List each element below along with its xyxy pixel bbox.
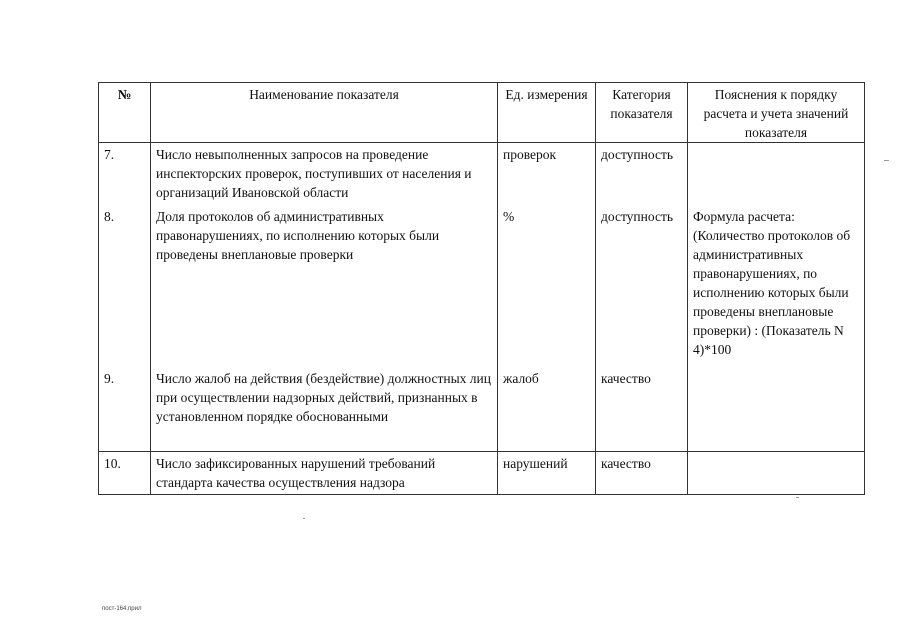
table-row: [99, 367, 865, 452]
row-num: 9.: [99, 367, 151, 452]
header-category: Категория показателя: [596, 83, 688, 143]
row-notes: Формула расчета: (Количество протоколов об административных правонарушениях, по исполнению которых были проведены внеплановые проверки) : (Показатель N 4)*100: [688, 205, 865, 367]
row-category: качество: [596, 367, 688, 452]
row-name: Число невыполненных запросов на проведение инспекторских проверок, поступивших от населения и организаций Ивановской области: [151, 143, 498, 206]
row-num: 7.: [99, 143, 151, 206]
table-header: [99, 83, 865, 143]
indicators-table: [98, 82, 865, 495]
row-num: 10.: [99, 452, 151, 495]
row-notes: [688, 452, 865, 495]
header-name: Наименование показателя: [151, 83, 498, 143]
header-unit: Ед. измерения: [498, 83, 596, 143]
scan-speck: [884, 160, 889, 161]
row-name: Число зафиксированных нарушений требований стандарта качества осуществления надзора: [151, 452, 498, 495]
row-unit: нарушений: [498, 452, 596, 495]
footer-filename: пост-164.прил: [102, 606, 142, 612]
table-row: [99, 205, 865, 367]
row-unit: жалоб: [498, 367, 596, 452]
row-name: Число жалоб на действия (бездействие) должностных лиц при осуществлении надзорных действий, признанных в установленном порядке обоснованными: [151, 367, 498, 452]
header-num: №: [99, 83, 151, 143]
row-notes: [688, 367, 865, 452]
header-notes: Пояснения к порядку расчета и учета значений показателя: [688, 83, 865, 143]
scan-speck: [303, 518, 305, 519]
table-row: [99, 452, 865, 495]
scan-speck: [796, 497, 799, 498]
row-unit: проверок: [498, 143, 596, 206]
row-num: 8.: [99, 205, 151, 367]
row-category: качество: [596, 452, 688, 495]
table-row: [99, 143, 865, 206]
row-name: Доля протоколов об административных правонарушениях, по исполнению которых были проведены внеплановые проверки: [151, 205, 498, 367]
row-notes: [688, 143, 865, 206]
row-unit: %: [498, 205, 596, 367]
row-category: доступность: [596, 205, 688, 367]
row-category: доступность: [596, 143, 688, 206]
